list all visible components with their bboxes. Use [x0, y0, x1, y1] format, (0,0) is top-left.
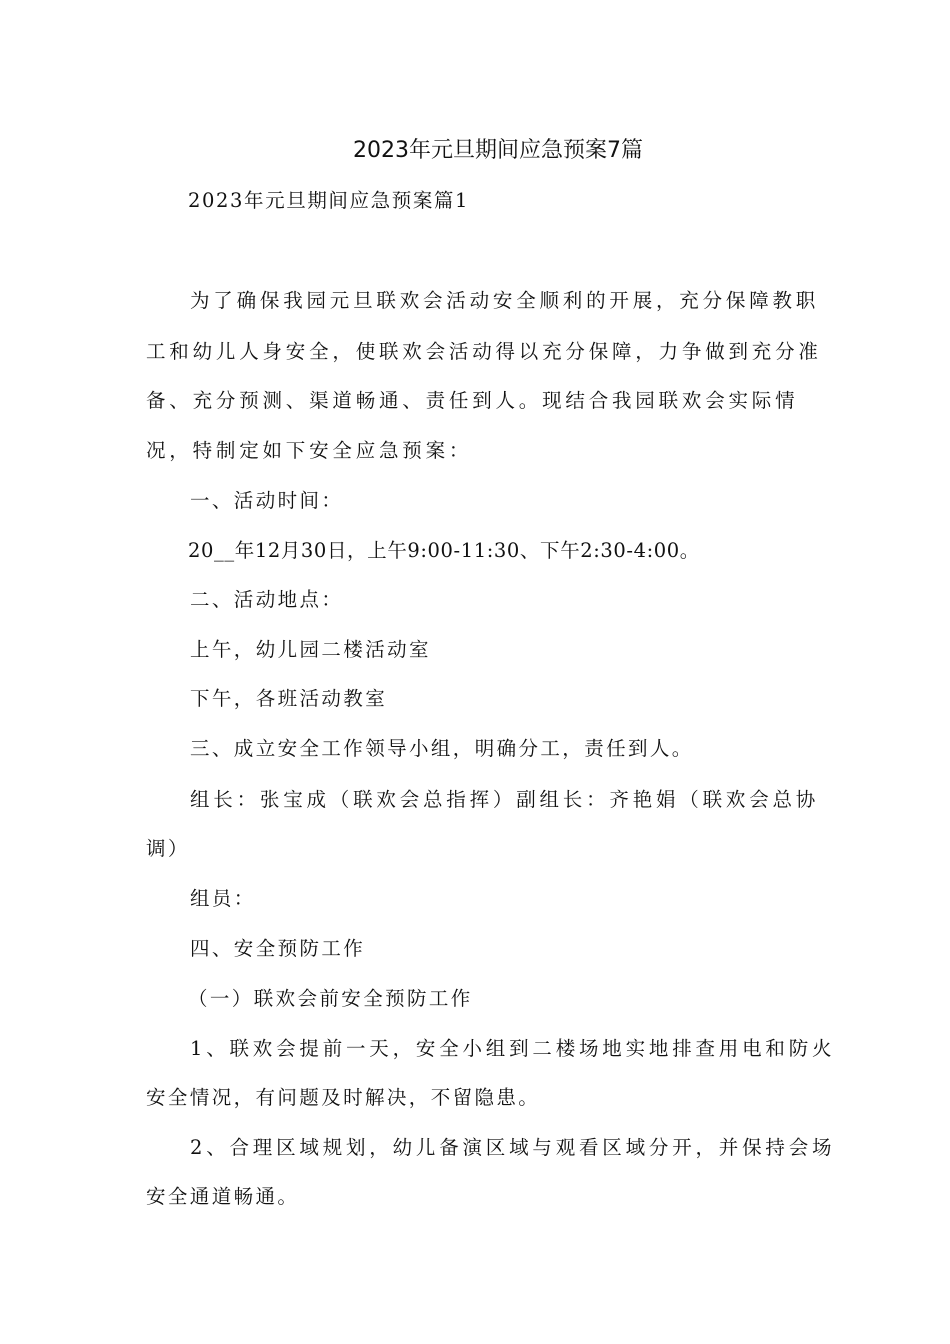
section-4-subheading: （一）联欢会前安全预防工作	[188, 987, 473, 1010]
intro-line-1: 为了确保我园元旦联欢会活动安全顺利的开展，充分保障教职	[190, 289, 820, 312]
section-2-heading: 二、活动地点：	[190, 588, 344, 611]
intro-line-4: 况，特制定如下安全应急预案：	[146, 439, 473, 462]
section-1-heading: 一、活动时间：	[190, 489, 344, 512]
item-2-line-1: 2、合理区域规划，幼儿备演区域与观看区域分开，并保持会场	[190, 1136, 836, 1159]
section-2-morning: 上午，幼儿园二楼活动室	[190, 638, 431, 661]
members-line: 组员：	[190, 887, 256, 910]
leaders-line-2: 调）	[146, 837, 190, 860]
section-4-heading: 四、安全预防工作	[190, 937, 366, 960]
intro-line-2: 工和幼儿人身安全，使联欢会活动得以充分保障，力争做到充分准	[146, 340, 822, 363]
section-2-afternoon: 下午，各班活动教室	[190, 687, 388, 710]
item-2-line-2: 安全通道畅通。	[146, 1185, 300, 1208]
document-title: 2023年元旦期间应急预案7篇	[353, 138, 643, 163]
item-1-line-2: 安全情况，有问题及时解决，不留隐患。	[146, 1086, 541, 1109]
section-3-heading: 三、成立安全工作领导小组，明确分工，责任到人。	[190, 737, 694, 760]
leaders-line-1: 组长：张宝成（联欢会总指挥）副组长：齐艳娟（联欢会总协	[190, 788, 820, 811]
item-1-line-1: 1、联欢会提前一天，安全小组到二楼场地实地排查用电和防火	[190, 1037, 836, 1060]
section-1-time: 20__年12月30日，上午9:00-11:30、下午2:30-4:00。	[188, 539, 700, 562]
document-subtitle: 2023年元旦期间应急预案篇1	[188, 189, 470, 212]
intro-line-3: 备、充分预测、渠道畅通、责任到人。现结合我园联欢会实际情	[146, 389, 799, 412]
